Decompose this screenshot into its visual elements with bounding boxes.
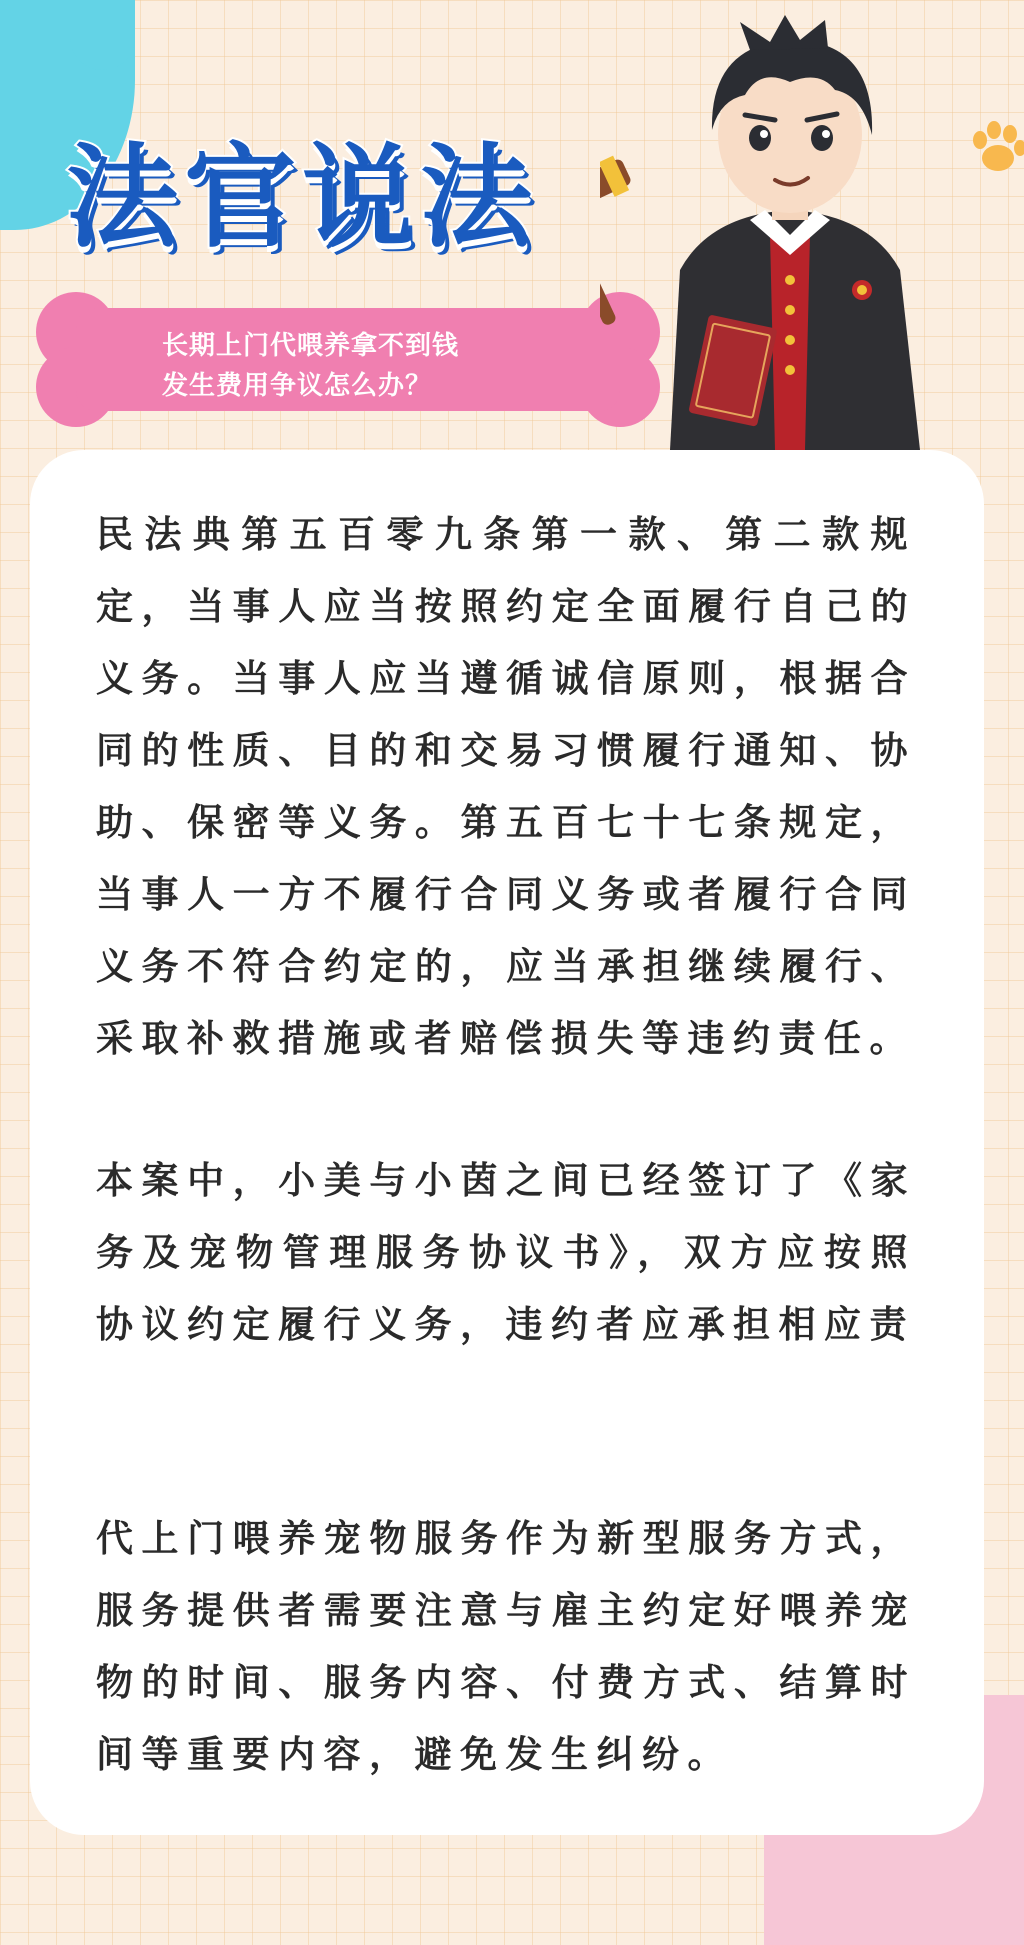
decorative-blob-top-left-small [70,0,135,70]
subtitle-line-2: 发生费用争议怎么办？ [162,371,433,401]
subtitle-line-1: 长期上门代喂养拿不到钱 [162,331,460,361]
page-title: 法官说法 [66,133,538,263]
subtitle-banner-text [162,326,582,406]
paragraph-advice: 代上门喂养宠物服务作为新型服务方式，服务提供者需要注意与雇主约定好喂养宠物的时间、服务内容、付费方式、结算时间等重要内容，避免发生纠纷。 [96,1517,916,1776]
judge-with-gavel-icon [600,10,980,450]
paragraph-case-analysis: 本案中，小美与小茵之间已经签订了《家务及宠物管理服务协议书》，双方应按照协议约定履行义务，违约者应承担相应责 [96,1159,916,1346]
paragraph-civil-code: 民法典第五百零九条第一款、第二款规定，当事人应当按照约定全面履行自己的义务。当事人应当遵循诚信原则，根据合同的性质、目的和交易习惯履行通知、协助、保密等义务。第五百七十七条规定，当事人一方不履行合同义务或者履行合同义务不符合约定的，应当承担继续履行、采取补救措施或者赔偿损失等违约责任。 [96,513,916,1060]
